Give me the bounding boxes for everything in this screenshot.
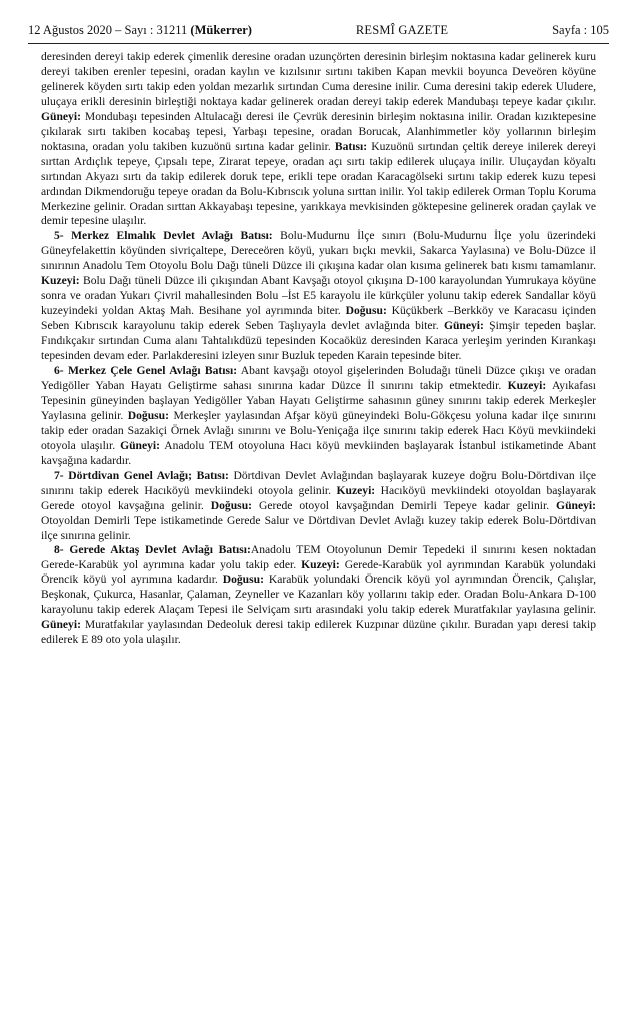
- bold-run: Güneyi:: [41, 618, 81, 632]
- issue-info: 12 Ağustos 2020 – Sayı : 31211: [28, 23, 191, 37]
- text-run: Mondubaşı tepesinden Altulacağı deresi ile Çevrük deresinin birleşim noktasına inilir. Oradan kızıktepesine çıkılarak sırtı takiben kocabaş tepesi, Yarbaşı tepesine, oradan Borucak, Alanhimmetler köy yollarının birleşim noktasına, oradan yolu takiben kuzuönü sırtına kadar gelinir.: [41, 109, 596, 153]
- bold-run: Doğusu:: [345, 304, 387, 318]
- gazette-title: RESMÎ GAZETE: [355, 23, 449, 37]
- bold-run: Kuzeyi:: [41, 274, 80, 288]
- text-run: Karabük yolundaki Örencik köyü yol ayrımından Örencik, Çalışlar, Beşkonak, Çukurca, Hasanlar, Çalaman, Zeyneller ve Kazanları köy yollarını takip eder. Oradan Bolu-Ankara D-100 karayolunu takip ederek Alaçam Tepesi ile Selviçam sırtı arasındaki yolu takip ederek Muratfakılar yaylasına gelinir.: [41, 573, 596, 617]
- paragraph: [41, 229, 596, 364]
- text-run: Abant kavşağı otoyol gişelerinden Boludağı tüneli Düzce çıkışı ve oradan Yedigöller Yaban Hayatı Geliştirme sahası sınırına kadar Düzce İl sınırını takip etmektedir.: [41, 364, 596, 392]
- text-run: Küçükberk –Berkköy ve Karacasu içinden Seben Kıbrıscık karayolunu takip ederek Seben Taşlıyayla devlet avlağında biter.: [41, 304, 597, 333]
- issue-date-number: [28, 22, 252, 38]
- text-run: Hacıköyü mevkiindeki otoyoldan başlayarak Gerede otoyol kavşağına gelinir.: [41, 483, 597, 512]
- issue-mukerrer: (Mükerrer): [190, 23, 252, 37]
- bold-run: Güneyi:: [443, 319, 484, 333]
- text-run: Bolu-Mudurnu İlçe sınırı (Bolu-Mudurnu İlçe yolu üzerindeki Güneyfelakettin köyünden sivriçaltepe, Dereceören köyü, yukarı bıçkı mevkii, Sakarca Yaylasına) ve Bolu-Düzce il sınırının Anadolu Tem Otoyolu Bolu Dağı tüneli Düzce ili çıkışına kadar olan kısıma gelinerek batı kısmı tamamlanır.: [41, 229, 596, 273]
- bold-run: Kuzeyi:: [507, 378, 547, 392]
- text-run: deresinden dereyi takip ederek çimenlik deresine oradan uzunçörten deresinin birleşim noktasına kadar gelinerek kuru dereyi takiben erenler tepesini, oradan kaylın ve kızılsınır sırtını takiben Kapan mevkii boyunca Deveören köyüne gelinerek köyden sırtı takip eden yoldan mezarlık sırtından Cuma deresine inilir. Cuma deresini takip ederek Uludere, uluçaya erikli deresinin birleştiği noktaya kadar gelinerek oradan dereyi takip ederek Mandubaşı tepeye kadar çıkılır.: [41, 50, 596, 108]
- paragraph: [41, 50, 596, 229]
- paragraph: [41, 364, 596, 469]
- text-run: Anadolu TEM otoyoluna Hacı köyü mevkiinden başlayarak İstanbul istikametinde Abant kavşağına kadardır.: [41, 438, 597, 467]
- bold-run: 5- Merkez Elmalık Devlet Avlağı Batısı:: [54, 229, 273, 243]
- bold-run: Doğusu:: [222, 573, 264, 587]
- bold-run: Kuzeyi:: [336, 483, 376, 497]
- bold-run: 8- Gerede Aktaş Devlet Avlağı Batısı:: [54, 543, 251, 557]
- bold-run: Güneyi:: [556, 498, 596, 512]
- text-run: Anadolu TEM Otoyolunun Demir Tepedeki il sınırını kesen noktadan Gerede-Karabük yol ayrımına kadar yolu takip eder.: [41, 543, 596, 572]
- text-run: Muratfakılar yaylasından Dedeoluk deresi takip edilerek Kuzpınar düzüne çıkılır. Buradan yapı deresi takip edilerek E 89 oto yola ulaşılır.: [41, 618, 596, 647]
- text-run: Otoyoldan Demirli Tepe istikametinde Gerede Salur ve Dörtdivan Devlet Avlağı kuzey takip ederek Bolu-Dörtdivan ilçe sınırına gelinir.: [41, 513, 596, 542]
- paragraph: [41, 543, 596, 648]
- text-run: Ayıkafası Tepesinin güneyinden başlayan Yedigöller Yaban Hayatı Geliştirme sahasının güney sınırını takip ederek Merkeşler Yaylasına gelinir.: [41, 378, 596, 422]
- text-run: Merkeşler yaylasından Afşar köyü güneyindeki Bolu-Gökçesu yoluna kadar ilçe sınırını takip eder oradan Sazakiçi Örnek Avlağı sınırını ve Bolu-Yeniçağa ilçe sınırını takip ederek Hacı Köyü mevkiindeki otoyola ulaşılır.: [41, 408, 596, 452]
- bold-run: Kuzeyi:: [301, 558, 340, 572]
- text-run: Gerede-Karabük yol ayrımından Karabük yolundaki Örencik köyü yol ayrımına kadardır.: [41, 558, 596, 587]
- text-run: Kuzuönü sırtından çeltik dereye inilerek dereyi sırttan Ardıçlık tepeye, Çıpsalı tepe, Zirarat tepeye, oradan açı sırtı takip edilerek uluçaya inilir. Uluçaydan köyaltı sırtından Akyazı sırtı da takip edilerek doruk tepe, erikli tepe oradan Karacagölseki sırtını takip ederek kuzu tepesi ardından Dikmendoruğu tepeye oradan da Bolu-Kıbrıscık yoluna sırttan inilir. Yol takip edilerek Orman Toplu Koruma Merkezine gelinir. Oradan sırttan Akkayabaşı tepesine, yarıkkaya mevkisinden göktepesine gelinerek oradan çaylak ve demir tepesine ulaşılır.: [41, 139, 596, 228]
- bold-run: Güneyi:: [41, 109, 81, 123]
- paragraph: [41, 469, 596, 544]
- bold-run: Doğusu:: [210, 498, 253, 512]
- document-body: [41, 50, 596, 648]
- bold-run: 6- Merkez Çele Genel Avlağı Batısı:: [54, 364, 238, 378]
- bold-run: Batısı:: [334, 139, 368, 153]
- text-run: Gerede otoyol kavşağından Demirli Tepeye kadar gelinir.: [252, 498, 557, 512]
- bold-run: Güneyi:: [120, 438, 161, 452]
- text-run: Şimşir tepeden başlar. Fındıkçakır sırtından Cuma alanı Tahtalıkdüzü tepesinden Kocaöküz deresinden Karaca yerleşim yerinden Kırankaşı tepesinden devam eder. Parlakderesini izleyen sınır Buzluk tepeden Karain tepesinde biter.: [41, 319, 596, 363]
- bold-run: Doğusu:: [127, 408, 169, 422]
- text-run: Bolu Dağı tüneli Düzce ili çıkışından Abant Kavşağı otoyol çıkışına D-100 karayolundan Yumrukaya köyüne sonra ve oradan Yukarı Çivril mahallesinden Bolu –İst E5 karayolu ile kürkçüler yolunu takip ederek Sandallar köyü kuzeyindeki yoldan Aktaş Mah. Besihane yol ayrımında biter.: [41, 274, 596, 318]
- text-run: Dörtdivan Devlet Avlağından başlayarak kuzeye doğru Bolu-Dörtdivan ilçe sınırını takip ederek Hacıköyü mevkiindeki otoyola gelinir.: [41, 468, 596, 497]
- bold-run: 7- Dörtdivan Genel Avlağı; Batısı:: [54, 468, 229, 482]
- page-number: Sayfa : 105: [552, 23, 609, 37]
- page-header: [28, 22, 609, 38]
- header-divider: [28, 43, 609, 44]
